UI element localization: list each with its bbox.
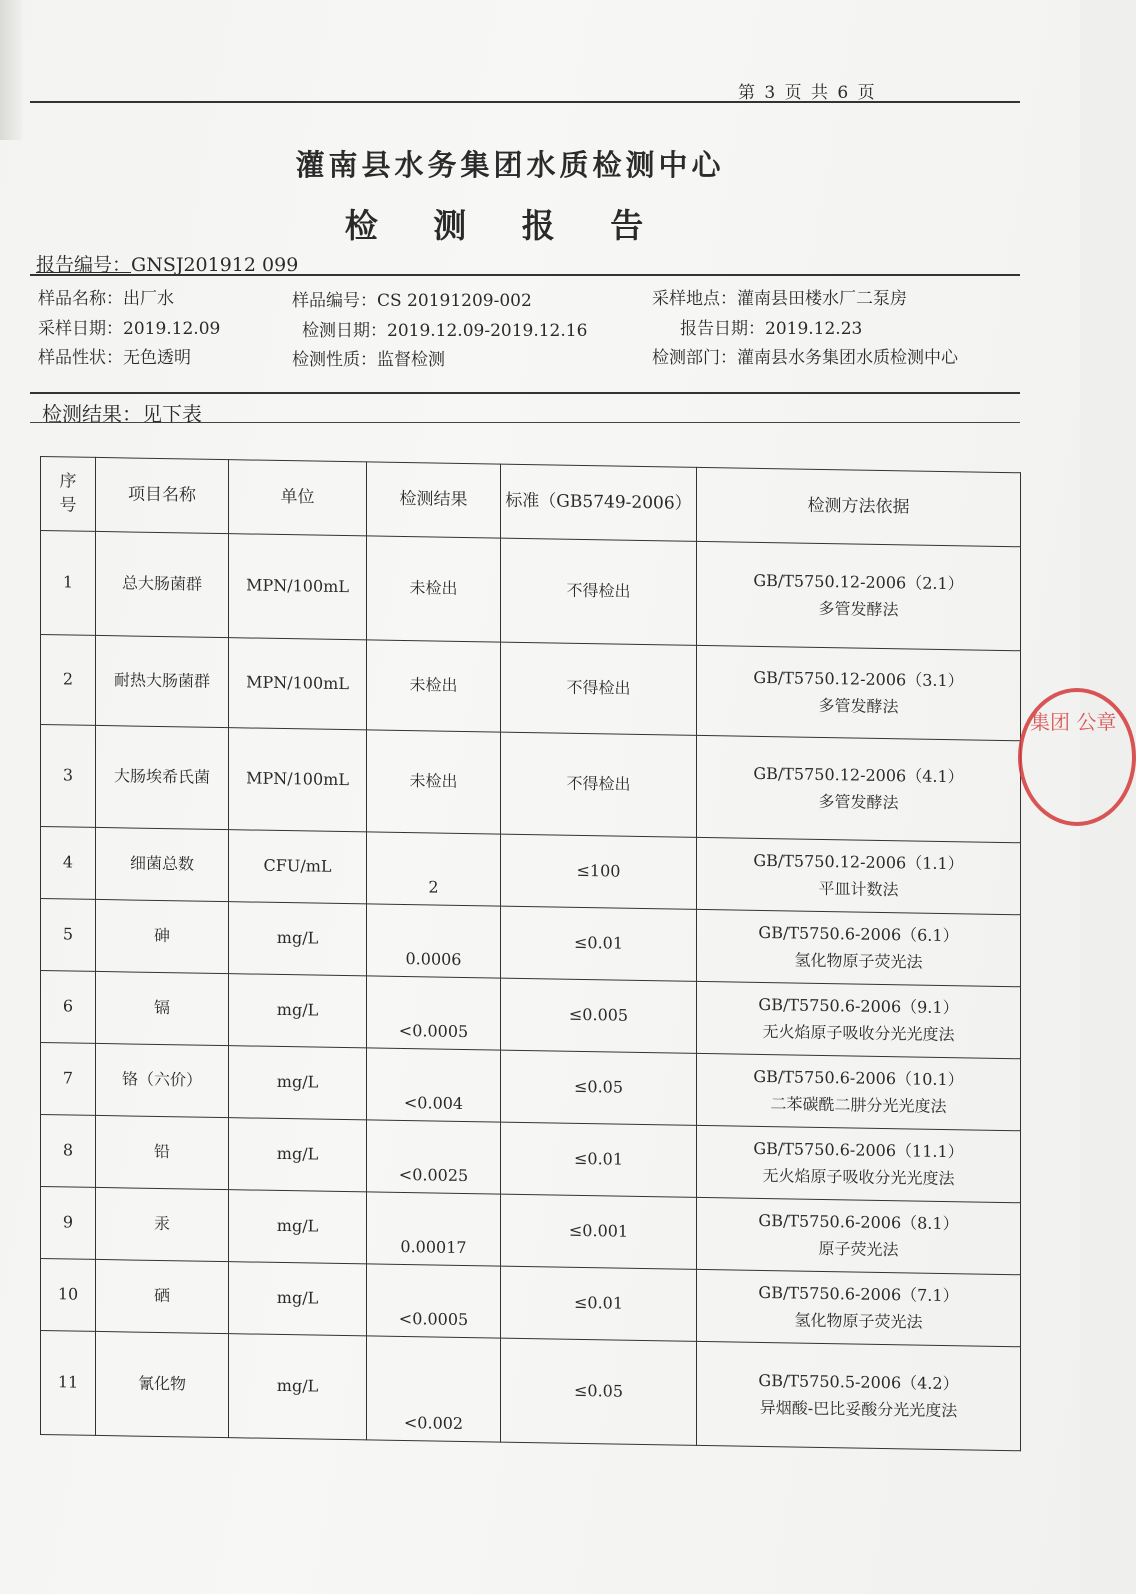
method-cell <box>697 981 1021 1058</box>
method-name: 原子荧光法 <box>818 1238 899 1259</box>
row-number-cell: 8 <box>41 1115 96 1188</box>
item-name-cell: 铬（六价） <box>96 1043 229 1117</box>
method-cell <box>697 1341 1021 1450</box>
method-name: 无火焰原子吸收分光光度法 <box>762 1021 955 1044</box>
sample-number: 样品编号：CS 20191209-002 <box>292 291 532 311</box>
sample-trait: 样品性状：无色透明 <box>38 348 191 368</box>
result-label: 检测结果：见下表 <box>42 402 202 426</box>
item-name-cell: 大肠埃希氏菌 <box>96 725 229 829</box>
result-cell: <0.0005 <box>367 976 501 1050</box>
result-cell: 未检出 <box>367 640 501 732</box>
unit-cell: mg/L <box>229 1190 367 1264</box>
unit-cell: mg/L <box>229 974 367 1048</box>
header-cell: 项目名称 <box>96 457 229 533</box>
method-name: 多管发酵法 <box>818 598 899 619</box>
method-name: 氢化物原子荧光法 <box>794 1310 923 1332</box>
standard-cell: ≤0.01 <box>501 1122 697 1197</box>
item-name-cell: 镉 <box>96 971 229 1045</box>
unit-cell: mg/L <box>229 1262 367 1336</box>
standard-cell: ≤0.01 <box>501 906 697 981</box>
seal-text: 集团 公章 <box>1030 710 1117 734</box>
result-cell: <0.0025 <box>367 1120 501 1194</box>
table-row <box>41 1331 1021 1451</box>
unit-cell: mg/L <box>229 1118 367 1192</box>
unit-cell: mg/L <box>229 1334 367 1440</box>
standard-cell: 不得检出 <box>501 642 697 735</box>
item-name-cell: 细菌总数 <box>96 827 229 901</box>
row-number-cell: 5 <box>41 899 96 972</box>
method-code: GB/T5750.6-2006（6.1） <box>758 923 959 946</box>
result-cell: 2 <box>367 832 501 906</box>
item-name-cell: 耐热大肠菌群 <box>96 635 229 727</box>
method-code: GB/T5750.6-2006（7.1） <box>758 1283 959 1306</box>
method-name: 多管发酵法 <box>818 695 899 716</box>
item-name-cell: 砷 <box>96 899 229 973</box>
item-name-cell: 总大肠菌群 <box>96 531 229 637</box>
method-cell <box>697 1053 1021 1130</box>
row-number-cell: 1 <box>41 531 96 636</box>
report-date: 报告日期：2019.12.23 <box>680 319 863 339</box>
header-rule <box>30 101 1020 103</box>
results-table <box>40 456 1021 1451</box>
row-number-cell: 7 <box>41 1043 96 1116</box>
method-cell <box>697 645 1021 740</box>
header-cell: 检测结果 <box>367 462 501 538</box>
header-cell: 检测方法依据 <box>697 467 1021 546</box>
item-name-cell: 氰化物 <box>96 1331 229 1437</box>
test-nature: 检测性质：监督检测 <box>292 350 445 370</box>
standard-cell: ≤0.01 <box>501 1266 697 1341</box>
row-number-cell: 3 <box>41 725 96 828</box>
row-number-cell: 4 <box>41 827 96 900</box>
sampling-date: 采样日期：2019.12.09 <box>38 319 221 339</box>
result-cell: 未检出 <box>367 730 501 834</box>
divider <box>30 274 1020 276</box>
method-cell <box>697 909 1021 986</box>
standard-cell: 不得检出 <box>501 538 697 645</box>
method-cell <box>697 837 1021 914</box>
method-cell <box>697 1125 1021 1202</box>
row-number-cell: 6 <box>41 971 96 1044</box>
unit-cell: MPN/100mL <box>229 638 367 730</box>
test-date: 检测日期：2019.12.09-2019.12.16 <box>302 321 588 341</box>
method-code: GB/T5750.6-2006（11.1） <box>753 1138 964 1162</box>
header-cell: 标准（GB5749-2006） <box>501 464 697 541</box>
result-cell: <0.0005 <box>367 1264 501 1338</box>
row-number-cell: 11 <box>41 1331 96 1436</box>
method-name: 氢化物原子荧光法 <box>794 950 923 972</box>
report-number-label: 报告编号： <box>36 254 132 276</box>
standard-cell: ≤0.001 <box>501 1194 697 1269</box>
unit-cell: MPN/100mL <box>229 728 367 832</box>
result-cell: 未检出 <box>367 536 501 642</box>
method-code: GB/T5750.12-2006（2.1） <box>753 570 964 594</box>
table-row <box>41 635 1021 741</box>
method-cell <box>697 1269 1021 1346</box>
table-row <box>41 725 1021 843</box>
method-name: 多管发酵法 <box>818 791 899 812</box>
page-fold-shadow <box>0 0 22 140</box>
item-name-cell: 铅 <box>96 1115 229 1189</box>
method-code: GB/T5750.6-2006（8.1） <box>758 1211 959 1234</box>
header-cell: 序号 <box>41 457 96 532</box>
method-name: 平皿计数法 <box>818 878 899 899</box>
unit-cell: MPN/100mL <box>229 534 367 640</box>
item-name-cell: 汞 <box>96 1187 229 1261</box>
test-department: 检测部门：灌南县水务集团水质检测中心 <box>652 348 958 368</box>
row-number-cell: 10 <box>41 1259 96 1332</box>
result-cell: <0.002 <box>367 1336 501 1442</box>
row-number-cell: 9 <box>41 1187 96 1260</box>
unit-cell: mg/L <box>229 902 367 976</box>
divider <box>30 392 1020 394</box>
method-code: GB/T5750.12-2006（1.1） <box>753 850 964 874</box>
item-name-cell: 硒 <box>96 1259 229 1333</box>
standard-cell: ≤100 <box>501 834 697 909</box>
method-name: 二苯碳酰二肼分光光度法 <box>770 1093 947 1116</box>
method-cell <box>697 1197 1021 1274</box>
standard-cell: ≤0.05 <box>501 1050 697 1125</box>
unit-cell: mg/L <box>229 1046 367 1120</box>
row-number-cell: 2 <box>41 635 96 726</box>
page-number: 第 3 页 共 6 页 <box>738 83 877 103</box>
method-cell <box>697 735 1021 842</box>
standard-cell: ≤0.05 <box>501 1338 697 1445</box>
official-seal <box>1018 688 1136 826</box>
table-row <box>41 531 1021 651</box>
sampling-site: 采样地点：灌南县田楼水厂二泵房 <box>652 289 907 309</box>
method-cell <box>697 541 1021 650</box>
method-code: GB/T5750.6-2006（9.1） <box>758 995 959 1018</box>
method-name: 无火焰原子吸收分光光度法 <box>762 1165 955 1188</box>
result-cell: <0.004 <box>367 1048 501 1122</box>
result-cell: 0.0006 <box>367 904 501 978</box>
document-title: 检 测 报 告 <box>344 206 666 245</box>
result-cell: 0.00017 <box>367 1192 501 1266</box>
method-name: 异烟酸-巴比妥酸分光光度法 <box>759 1397 958 1420</box>
method-code: GB/T5750.12-2006（4.1） <box>753 763 964 787</box>
standard-cell: ≤0.005 <box>501 978 697 1053</box>
report-number <box>36 250 298 277</box>
method-code: GB/T5750.12-2006（3.1） <box>753 667 964 691</box>
method-code: GB/T5750.5-2006（4.2） <box>758 1371 959 1394</box>
method-code: GB/T5750.6-2006（10.1） <box>753 1066 964 1090</box>
header-cell: 单位 <box>229 460 367 536</box>
organization-title: 灌南县水务集团水质检测中心 <box>295 148 725 182</box>
unit-cell: CFU/mL <box>229 830 367 904</box>
sample-name: 样品名称：出厂水 <box>38 289 174 309</box>
divider <box>30 422 1020 423</box>
standard-cell: 不得检出 <box>501 732 697 837</box>
report-number-value: GNSJ201912 099 <box>131 254 299 276</box>
